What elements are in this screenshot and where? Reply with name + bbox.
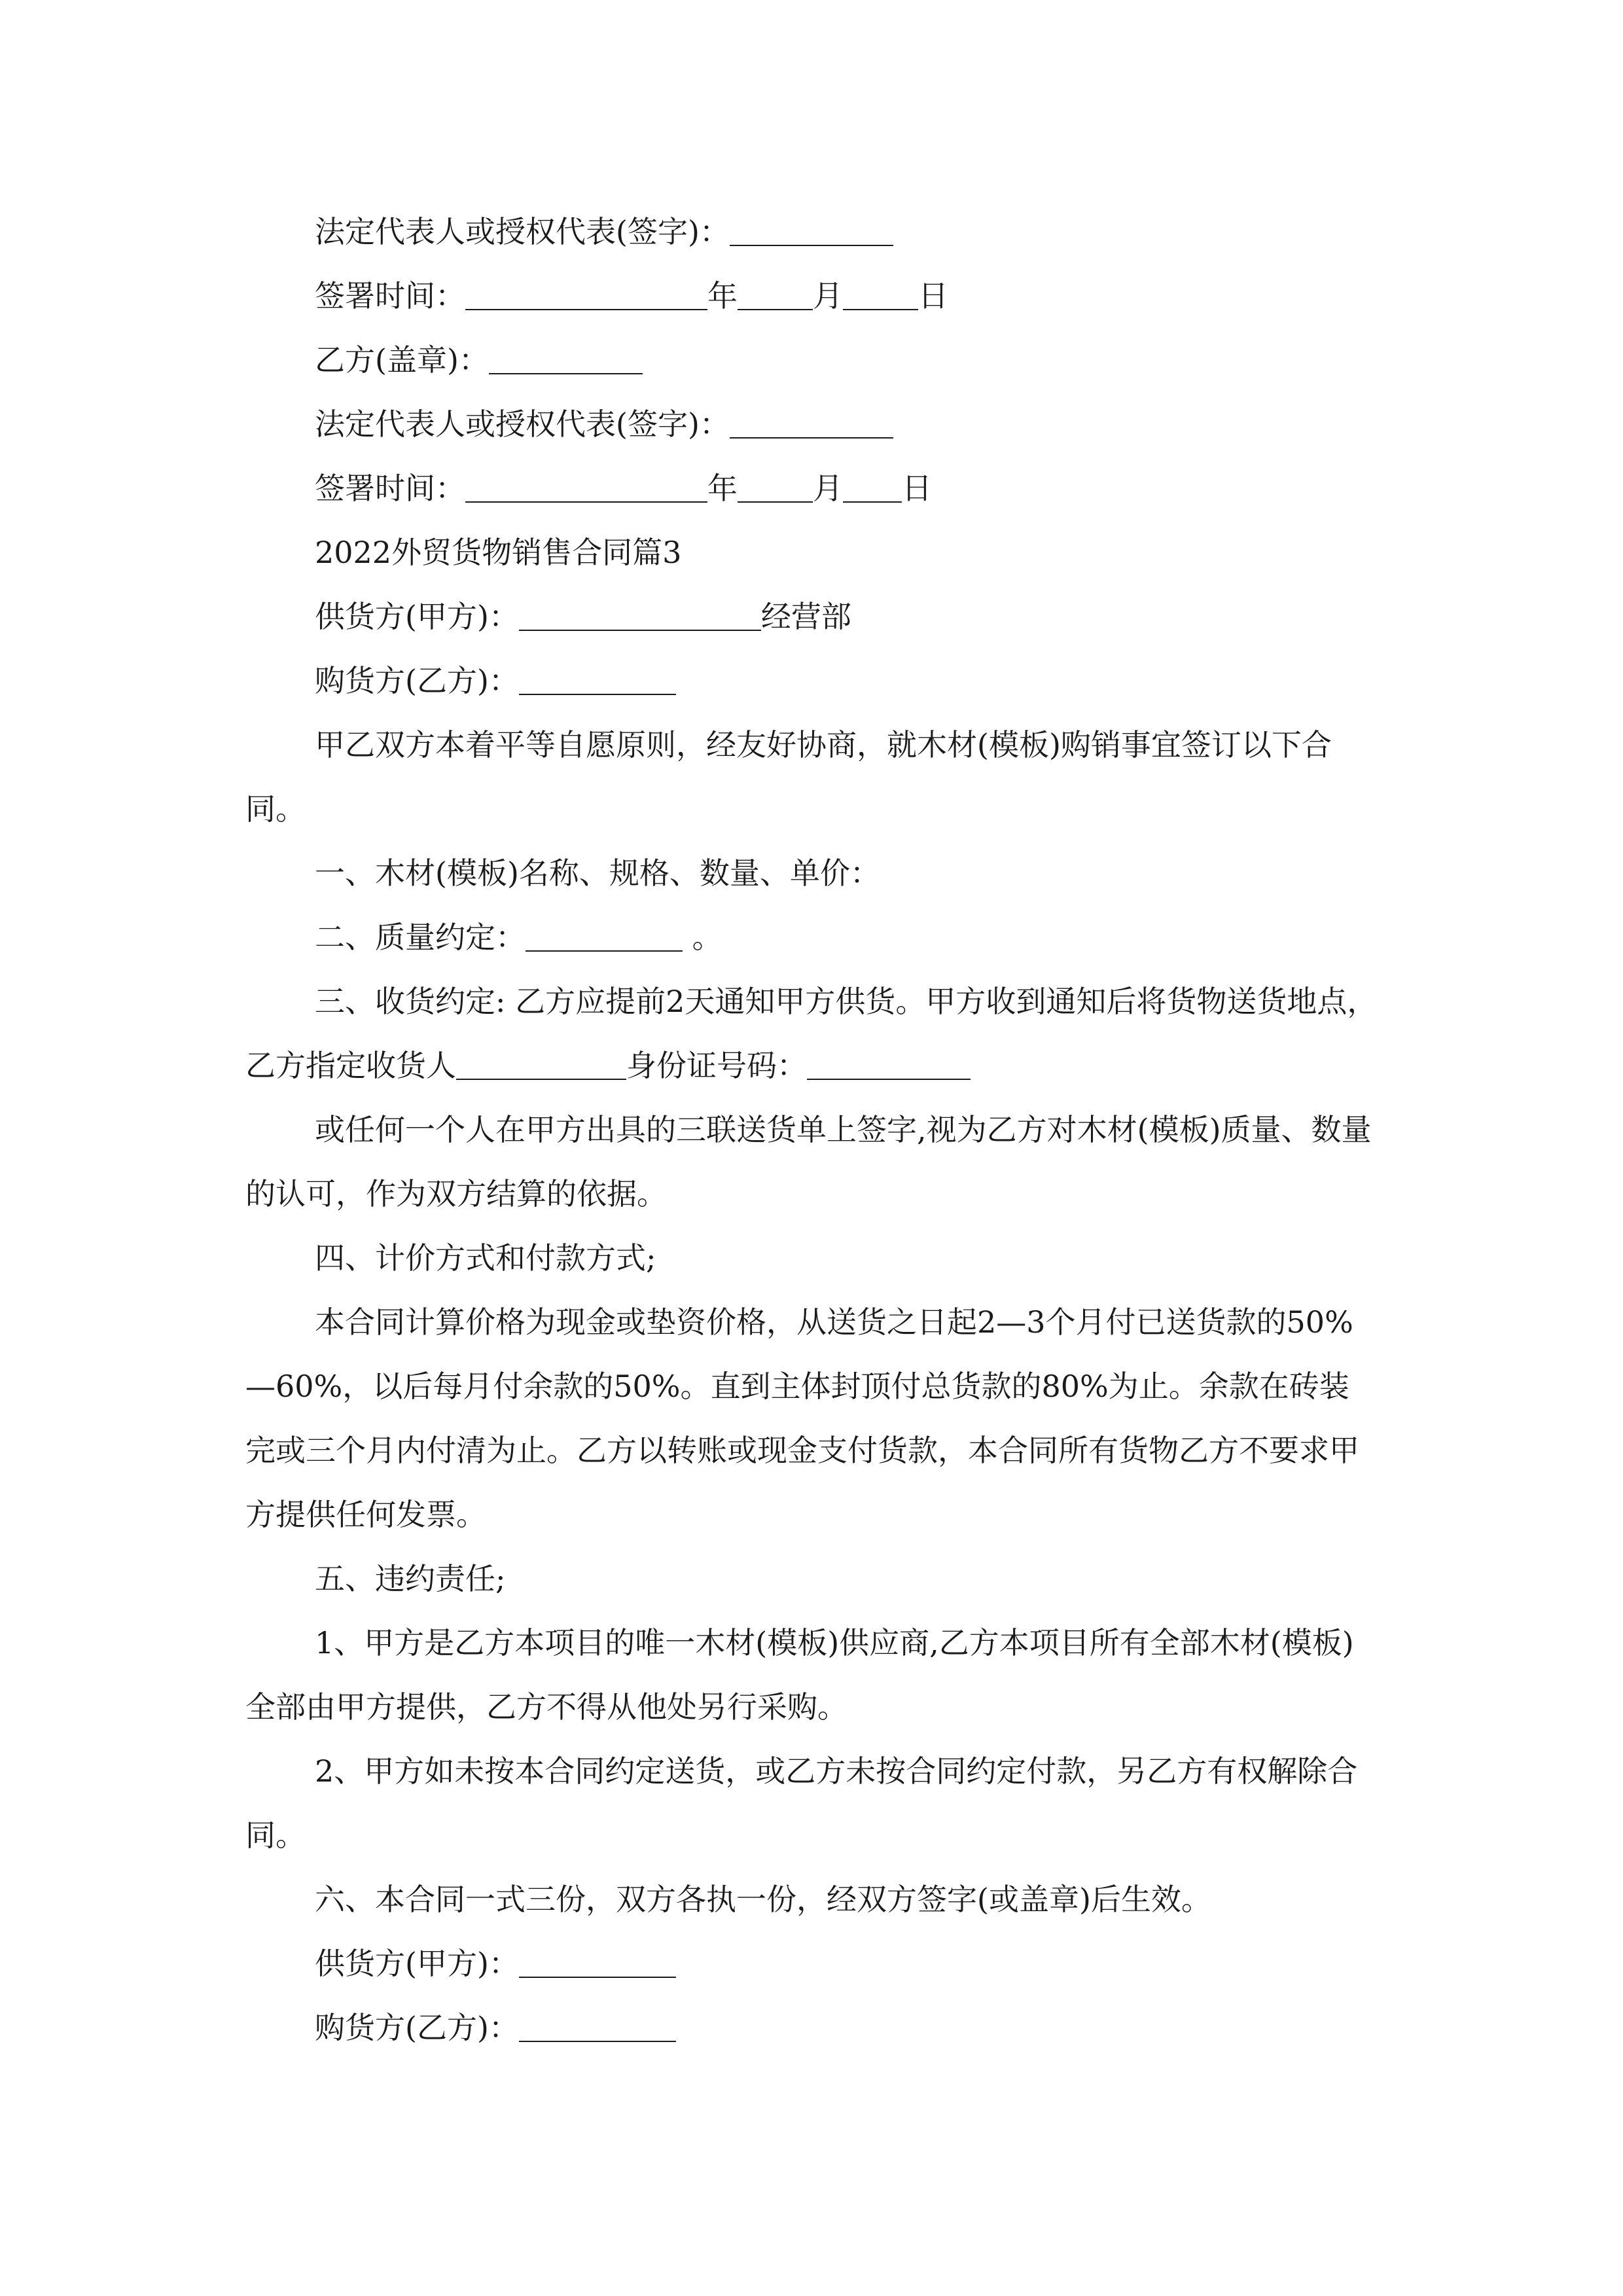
- blank-field: [456, 1051, 626, 1080]
- blank-field: [465, 281, 707, 310]
- party-b-seal-line: 乙方(盖章)：: [245, 328, 1378, 392]
- blank-field: [730, 410, 893, 439]
- blank-field: [843, 281, 918, 310]
- supplier-signature-line: 供货方(甲方)：: [245, 1931, 1378, 1996]
- blank-field: [465, 474, 707, 503]
- section-3: 三、收货约定: 乙方应提前2天通知甲方供货。甲方收到通知后将货物送货地点，乙方指定收货人 身份证号码：: [245, 984, 1378, 1083]
- signing-date-line-1: 签署时间： 年 月 日: [315, 278, 948, 314]
- section-5-item-2: 2、甲方如未按本合同约定送货，或乙方未按合同约定付款，另乙方有权解除合同。: [245, 1753, 1358, 1853]
- blank-field: [519, 602, 761, 631]
- section-4-paragraph: 本合同计算价格为现金或垫资价格，从送货之日起2—3个月付已送货款的50%—60%，以后每月付余款的50%。直到主体封顶付总货款的80%为止。余款在砖装完或三个月内付清为止。乙方以转账或现金支付货款，本合同所有货物乙方不要求甲方提供任何发票。: [245, 1304, 1359, 1532]
- blank-field: [738, 281, 813, 310]
- supplier-line: 供货方(甲方)： 经营部: [315, 599, 851, 634]
- buyer-line: 购货方(乙方)：: [245, 649, 1378, 713]
- blank-field: [730, 217, 893, 246]
- section-1: 一、木材(模板)名称、规格、数量、单价：: [315, 855, 880, 891]
- contract-title: 2022外贸货物销售合同篇3: [315, 535, 682, 570]
- blank-field: [807, 1051, 971, 1080]
- section-5-item-1: 1、甲方是乙方本项目的唯一木材(模板)供应商,乙方本项目所有全部木材(模板)全部由甲方提供，乙方不得从他处另行采购。: [245, 1625, 1354, 1725]
- section-2: 二、质量约定： 。: [315, 920, 722, 955]
- blank-field: [489, 346, 643, 374]
- document-page: [245, 200, 1378, 2060]
- blank-field: [519, 1949, 676, 1978]
- signing-date-line-2: 签署时间： 年 月 日: [315, 471, 932, 506]
- legal-rep-signature-line-2: 法定代表人或授权代表(签字)：: [245, 392, 1378, 456]
- blank-field: [519, 666, 676, 695]
- legal-rep-signature-line-1: 法定代表人或授权代表(签字)：: [245, 200, 1378, 264]
- blank-field: [738, 474, 813, 503]
- blank-field: [843, 474, 902, 503]
- blank-field: [519, 2013, 676, 2042]
- section-4: 四、计价方式和付款方式;: [315, 1240, 656, 1276]
- blank-field: [526, 923, 683, 952]
- section-6: 六、本合同一式三份，双方各执一份，经双方签字(或盖章)后生效。: [315, 1882, 1211, 1917]
- buyer-signature-line: 购货方(乙方)：: [245, 1996, 1378, 2060]
- section-5: 五、违约责任;: [315, 1561, 506, 1596]
- section-3-continued: 或任何一个人在甲方出具的三联送货单上签字,视为乙方对木材(模板)质量、数量的认可，作为双方结算的依据。: [245, 1112, 1372, 1211]
- intro-paragraph: 甲乙双方本着平等自愿原则，经友好协商，就木材(模板)购销事宜签订以下合同。: [245, 727, 1332, 827]
